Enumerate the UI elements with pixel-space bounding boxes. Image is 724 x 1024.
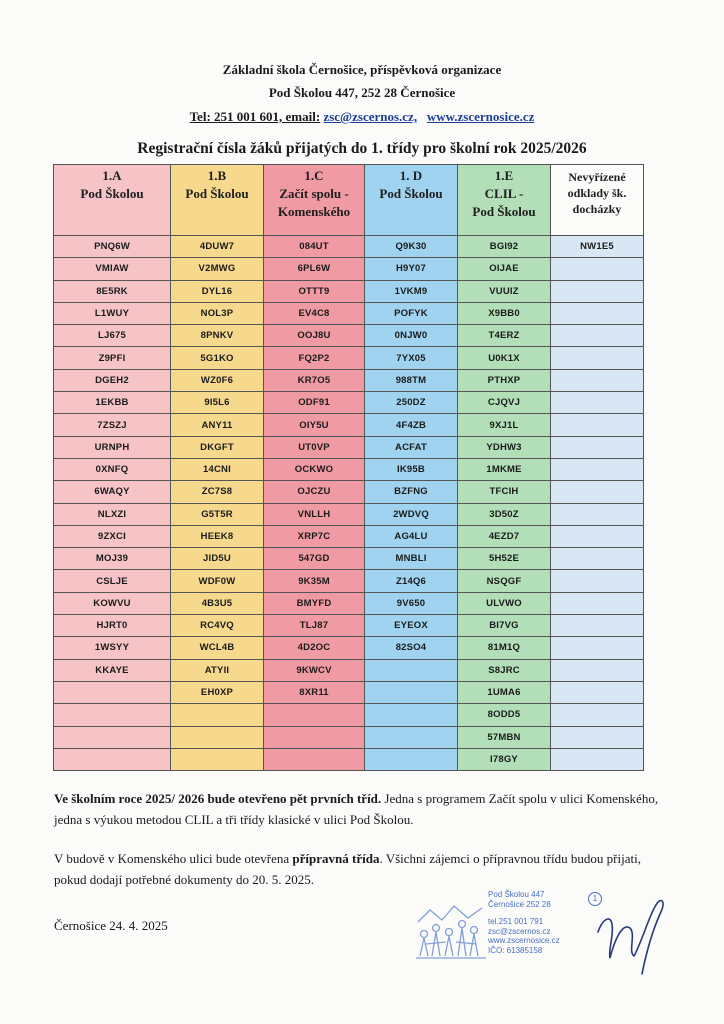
cell-1e: X9BB0 — [458, 302, 551, 324]
cell-deferrals — [551, 369, 644, 391]
cell-deferrals — [551, 726, 644, 748]
table-row — [54, 392, 644, 414]
cell-1d: EYEOX — [365, 615, 458, 637]
cell-1b: G5T5R — [171, 503, 264, 525]
cell-1a: 9ZXCI — [54, 525, 171, 547]
table-row — [54, 481, 644, 503]
table-row — [54, 369, 644, 391]
cell-1e: 81M1Q — [458, 637, 551, 659]
stamp-number: 1 — [588, 892, 602, 906]
cell-deferrals — [551, 748, 644, 770]
cell-1d: 1VKM9 — [365, 280, 458, 302]
cell-1c: 547GD — [264, 548, 365, 570]
registration-table — [53, 164, 644, 771]
cell-1a — [54, 726, 171, 748]
cell-deferrals — [551, 347, 644, 369]
cell-deferrals — [551, 681, 644, 703]
school-stamp — [412, 890, 598, 970]
cell-1e: OIJAE — [458, 258, 551, 280]
cell-1c — [264, 726, 365, 748]
cell-1a: KKAYE — [54, 659, 171, 681]
cell-1c: UT0VP — [264, 436, 365, 458]
cell-1e: 57MBN — [458, 726, 551, 748]
paragraph-preparatory-text-a: V budově v Komenského ulici bude otevřena — [54, 851, 293, 866]
paragraph-classes-text: Jedna s programem Začít spolu v ulici Komenského, jedna s výukou metodou CLIL a tři třídy klasické v ulici Pod Školou. — [54, 791, 659, 827]
school-address: Pod Školou 447, 252 28 Černošice — [268, 85, 456, 100]
table-row — [54, 704, 644, 726]
cell-1c: 084UT — [264, 236, 365, 258]
cell-1d: Z14Q6 — [365, 570, 458, 592]
cell-deferrals — [551, 637, 644, 659]
cell-1e: BI7VG — [458, 615, 551, 637]
stamp-line: IČO: 61385158 — [488, 945, 543, 955]
cell-1c: 8XR11 — [264, 681, 365, 703]
cell-1d: ACFAT — [365, 436, 458, 458]
paragraph-preparatory-text-b: . Všichni zájemci o přípravnou třídu budou přijati, pokud dodají potřebné dokumenty do 20. 5. 2025. — [54, 851, 641, 887]
table-row — [54, 525, 644, 547]
cell-deferrals — [551, 548, 644, 570]
table-row — [54, 615, 644, 637]
stamp-line: zsc@zscernos.cz — [488, 926, 551, 936]
table-row — [54, 436, 644, 458]
cell-1a: 8E5RK — [54, 280, 171, 302]
cell-1a: HJRT0 — [54, 615, 171, 637]
cell-1a: CSLJE — [54, 570, 171, 592]
cell-1b — [171, 726, 264, 748]
cell-1c: 9K35M — [264, 570, 365, 592]
cell-1a: VMIAW — [54, 258, 171, 280]
cell-deferrals — [551, 436, 644, 458]
cell-deferrals — [551, 258, 644, 280]
cell-1c: VNLLH — [264, 503, 365, 525]
cell-1d: BZFNG — [365, 481, 458, 503]
cell-1a: LJ675 — [54, 325, 171, 347]
contact-tel: Tel: 251 001 601, email: — [189, 109, 321, 124]
cell-deferrals — [551, 615, 644, 637]
cell-1a: DGEH2 — [54, 369, 171, 391]
cell-1b: NOL3P — [171, 302, 264, 324]
cell-1e: VUUIZ — [458, 280, 551, 302]
cell-1b: ANY11 — [171, 414, 264, 436]
cell-1d — [365, 726, 458, 748]
cell-1a: 1WSYY — [54, 637, 171, 659]
cell-1d — [365, 748, 458, 770]
cell-deferrals — [551, 570, 644, 592]
school-name: Základní škola Černošice, příspěvková organizace — [222, 62, 502, 77]
table-row — [54, 236, 644, 258]
cell-1a: URNPH — [54, 436, 171, 458]
cell-1e: 5H52E — [458, 548, 551, 570]
cell-1e: T4ERZ — [458, 325, 551, 347]
cell-1b: 5G1KO — [171, 347, 264, 369]
cell-1b: ATYII — [171, 659, 264, 681]
cell-1d: 4F4ZB — [365, 414, 458, 436]
cell-1e: 4EZD7 — [458, 525, 551, 547]
table-row — [54, 458, 644, 480]
cell-1d: 9V650 — [365, 592, 458, 614]
table-row — [54, 347, 644, 369]
cell-1b: 14CNI — [171, 458, 264, 480]
cell-1a — [54, 681, 171, 703]
table-row — [54, 414, 644, 436]
cell-deferrals — [551, 481, 644, 503]
cell-deferrals — [551, 325, 644, 347]
cell-1e: TFCIH — [458, 481, 551, 503]
cell-1c: 9KWCV — [264, 659, 365, 681]
column-header-deferrals: Nevyřízené odklady šk. docházky — [551, 165, 644, 236]
table-row — [54, 258, 644, 280]
cell-1a: Z9PFI — [54, 347, 171, 369]
cell-1e: 8ODD5 — [458, 704, 551, 726]
cell-1c: EV4C8 — [264, 302, 365, 324]
paragraph-classes — [54, 788, 674, 830]
cell-1c: FQ2P2 — [264, 347, 365, 369]
cell-1e: I78GY — [458, 748, 551, 770]
cell-1d: 82SO4 — [365, 637, 458, 659]
cell-1e: NSQGF — [458, 570, 551, 592]
column-header-1b: 1.B Pod Školou — [171, 165, 264, 236]
cell-1e: S8JRC — [458, 659, 551, 681]
cell-deferrals — [551, 704, 644, 726]
cell-1a: L1WUY — [54, 302, 171, 324]
cell-deferrals: NW1E5 — [551, 236, 644, 258]
stamp-illustration-icon — [412, 898, 490, 962]
cell-1d: POFYK — [365, 302, 458, 324]
table-header-row — [54, 165, 644, 236]
column-header-1c: 1.C Začít spolu - Komenského — [264, 165, 365, 236]
paragraph-preparatory-bold: přípravná třída — [292, 851, 380, 866]
cell-1b: 4B3U5 — [171, 592, 264, 614]
cell-1a: 0XNFQ — [54, 458, 171, 480]
cell-1b: RC4VQ — [171, 615, 264, 637]
table-row — [54, 726, 644, 748]
cell-1d: H9Y07 — [365, 258, 458, 280]
cell-1d: Q9K30 — [365, 236, 458, 258]
cell-1e: YDHW3 — [458, 436, 551, 458]
cell-1a: 6WAQY — [54, 481, 171, 503]
cell-1c: 6PL6W — [264, 258, 365, 280]
cell-1c: XRP7C — [264, 525, 365, 547]
cell-deferrals — [551, 302, 644, 324]
cell-1b: WCL4B — [171, 637, 264, 659]
cell-1b: JID5U — [171, 548, 264, 570]
cell-deferrals — [551, 414, 644, 436]
table-row — [54, 637, 644, 659]
cell-1d: MNBLI — [365, 548, 458, 570]
cell-1d: 0NJW0 — [365, 325, 458, 347]
cell-1b — [171, 748, 264, 770]
cell-1c: BMYFD — [264, 592, 365, 614]
cell-1d: 250DZ — [365, 392, 458, 414]
paragraph-classes-bold: Ve školním roce 2025/ 2026 bude otevřeno pět prvních tříd. — [54, 791, 382, 806]
cell-1a — [54, 704, 171, 726]
column-header-1d: 1. D Pod Školou — [365, 165, 458, 236]
table-row — [54, 548, 644, 570]
table-row — [54, 325, 644, 347]
cell-deferrals — [551, 525, 644, 547]
contact-email-link[interactable]: zsc@zscernos.cz, — [323, 109, 418, 124]
column-header-1a: 1.A Pod Školou — [54, 165, 171, 236]
stamp-line: Černošice 252 28 — [488, 899, 551, 909]
cell-1c: TLJ87 — [264, 615, 365, 637]
cell-1a: 1EKBB — [54, 392, 171, 414]
cell-1d: IK95B — [365, 458, 458, 480]
table-row — [54, 748, 644, 770]
stamp-line: www.zscernosice.cz — [488, 936, 560, 945]
cell-deferrals — [551, 280, 644, 302]
cell-1b: WDF0W — [171, 570, 264, 592]
cell-1e: CJQVJ — [458, 392, 551, 414]
cell-1c: 4D2OC — [264, 637, 365, 659]
table-row — [54, 681, 644, 703]
document-title: Registrační čísla žáků přijatých do 1. třídy pro školní rok 2025/2026 — [137, 140, 587, 157]
cell-1e: 1UMA6 — [458, 681, 551, 703]
stamp-line: tel.251 001 791 — [488, 917, 544, 926]
cell-1b: 8PNKV — [171, 325, 264, 347]
cell-1b — [171, 704, 264, 726]
table-row — [54, 503, 644, 525]
table-row — [54, 570, 644, 592]
cell-1a: MOJ39 — [54, 548, 171, 570]
table-row — [54, 659, 644, 681]
cell-deferrals — [551, 392, 644, 414]
cell-1e: ULVWO — [458, 592, 551, 614]
cell-1c: OOJ8U — [264, 325, 365, 347]
cell-1e: PTHXP — [458, 369, 551, 391]
cell-1a — [54, 748, 171, 770]
cell-1b: DKGFT — [171, 436, 264, 458]
contact-web-link[interactable]: www.zscernosice.cz — [426, 109, 535, 124]
cell-1e: U0K1X — [458, 347, 551, 369]
cell-1b: WZ0F6 — [171, 369, 264, 391]
cell-1b: EH0XP — [171, 681, 264, 703]
cell-1e: 3D50Z — [458, 503, 551, 525]
contact-line — [0, 109, 724, 125]
cell-1c: OIY5U — [264, 414, 365, 436]
table-row — [54, 592, 644, 614]
cell-deferrals — [551, 458, 644, 480]
document-date: Černošice 24. 4. 2025 — [54, 918, 168, 933]
cell-1b: V2MWG — [171, 258, 264, 280]
column-header-1e: 1.E CLIL - Pod Školou — [458, 165, 551, 236]
cell-1a: KOWVU — [54, 592, 171, 614]
cell-deferrals — [551, 503, 644, 525]
cell-1b: 9I5L6 — [171, 392, 264, 414]
cell-1d: 988TM — [365, 369, 458, 391]
cell-1c: OCKWO — [264, 458, 365, 480]
cell-1c — [264, 704, 365, 726]
stamp-line: Pod Školou 447 — [488, 890, 545, 899]
cell-1c: OJCZU — [264, 481, 365, 503]
cell-1b: HEEK8 — [171, 525, 264, 547]
table-row — [54, 302, 644, 324]
table-body — [54, 236, 644, 771]
cell-1c: ODF91 — [264, 392, 365, 414]
cell-1c: KR7O5 — [264, 369, 365, 391]
cell-1b: 4DUW7 — [171, 236, 264, 258]
cell-1b: ZC7S8 — [171, 481, 264, 503]
cell-1d: 7YX05 — [365, 347, 458, 369]
cell-1d — [365, 704, 458, 726]
cell-1e: 9XJ1L — [458, 414, 551, 436]
cell-1a: NLXZI — [54, 503, 171, 525]
table-row — [54, 280, 644, 302]
cell-1c: OTTT9 — [264, 280, 365, 302]
cell-1a: 7ZSZJ — [54, 414, 171, 436]
cell-1d: 2WDVQ — [365, 503, 458, 525]
cell-1d: AG4LU — [365, 525, 458, 547]
cell-1d — [365, 659, 458, 681]
cell-deferrals — [551, 659, 644, 681]
stamp-text — [488, 890, 600, 955]
cell-1b: DYL16 — [171, 280, 264, 302]
cell-deferrals — [551, 592, 644, 614]
cell-1e: BGI92 — [458, 236, 551, 258]
signature — [588, 892, 678, 976]
cell-1a: PNQ6W — [54, 236, 171, 258]
paragraph-preparatory — [54, 848, 674, 890]
cell-1d — [365, 681, 458, 703]
cell-1c — [264, 748, 365, 770]
cell-1e: 1MKME — [458, 458, 551, 480]
